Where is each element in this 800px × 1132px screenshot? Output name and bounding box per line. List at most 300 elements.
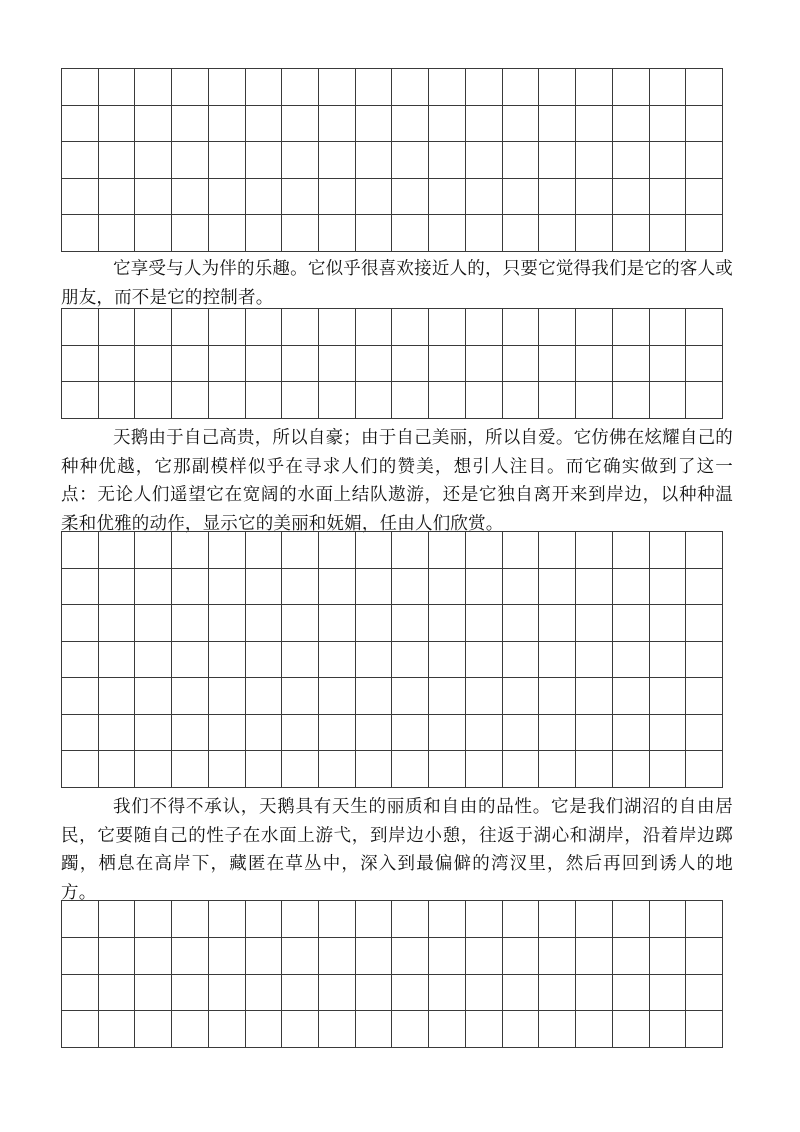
grid-cell[interactable] bbox=[650, 605, 687, 642]
grid-cell[interactable] bbox=[99, 532, 136, 569]
grid-cell[interactable] bbox=[539, 69, 576, 106]
grid-cell[interactable] bbox=[99, 678, 136, 715]
grid-cell[interactable] bbox=[282, 975, 319, 1012]
grid-cell[interactable] bbox=[392, 532, 429, 569]
grid-cell[interactable] bbox=[62, 751, 99, 788]
grid-cell[interactable] bbox=[356, 678, 393, 715]
grid-cell[interactable] bbox=[466, 1011, 503, 1048]
grid-cell[interactable] bbox=[282, 532, 319, 569]
grid-cell[interactable] bbox=[172, 532, 209, 569]
grid-cell[interactable] bbox=[503, 106, 540, 143]
grid-cell[interactable] bbox=[613, 69, 650, 106]
grid-cell[interactable] bbox=[539, 346, 576, 383]
grid-cell[interactable] bbox=[209, 179, 246, 216]
grid-cell[interactable] bbox=[282, 142, 319, 179]
grid-cell[interactable] bbox=[172, 382, 209, 419]
grid-cell[interactable] bbox=[246, 751, 283, 788]
grid-cell[interactable] bbox=[650, 569, 687, 606]
grid-cell[interactable] bbox=[466, 901, 503, 938]
grid-cell[interactable] bbox=[246, 142, 283, 179]
grid-cell[interactable] bbox=[282, 642, 319, 679]
grid-cell[interactable] bbox=[613, 215, 650, 252]
grid-cell[interactable] bbox=[466, 751, 503, 788]
grid-cell[interactable] bbox=[209, 715, 246, 752]
grid-cell[interactable] bbox=[429, 901, 466, 938]
grid-cell[interactable] bbox=[650, 69, 687, 106]
grid-cell[interactable] bbox=[99, 715, 136, 752]
grid-cell[interactable] bbox=[172, 642, 209, 679]
grid-cell[interactable] bbox=[613, 309, 650, 346]
grid-cell[interactable] bbox=[650, 1011, 687, 1048]
grid-cell[interactable] bbox=[62, 532, 99, 569]
grid-cell[interactable] bbox=[172, 346, 209, 383]
grid-cell[interactable] bbox=[246, 569, 283, 606]
grid-cell[interactable] bbox=[135, 532, 172, 569]
grid-cell[interactable] bbox=[613, 642, 650, 679]
grid-cell[interactable] bbox=[172, 901, 209, 938]
grid-cell[interactable] bbox=[539, 106, 576, 143]
grid-cell[interactable] bbox=[356, 605, 393, 642]
grid-cell[interactable] bbox=[539, 142, 576, 179]
grid-cell[interactable] bbox=[392, 715, 429, 752]
grid-cell[interactable] bbox=[172, 142, 209, 179]
grid-cell[interactable] bbox=[429, 975, 466, 1012]
grid-cell[interactable] bbox=[686, 179, 723, 216]
grid-cell[interactable] bbox=[429, 179, 466, 216]
grid-cell[interactable] bbox=[576, 106, 613, 143]
grid-cell[interactable] bbox=[613, 179, 650, 216]
writing-grid-4[interactable] bbox=[61, 900, 723, 1048]
grid-cell[interactable] bbox=[319, 605, 356, 642]
grid-cell[interactable] bbox=[135, 382, 172, 419]
grid-cell[interactable] bbox=[282, 715, 319, 752]
grid-cell[interactable] bbox=[650, 106, 687, 143]
grid-cell[interactable] bbox=[135, 751, 172, 788]
grid-cell[interactable] bbox=[172, 569, 209, 606]
grid-cell[interactable] bbox=[503, 605, 540, 642]
grid-cell[interactable] bbox=[576, 938, 613, 975]
grid-cell[interactable] bbox=[576, 751, 613, 788]
grid-cell[interactable] bbox=[209, 106, 246, 143]
grid-cell[interactable] bbox=[319, 938, 356, 975]
grid-cell[interactable] bbox=[319, 106, 356, 143]
grid-cell[interactable] bbox=[503, 142, 540, 179]
grid-cell[interactable] bbox=[209, 532, 246, 569]
grid-cell[interactable] bbox=[356, 142, 393, 179]
grid-cell[interactable] bbox=[576, 1011, 613, 1048]
grid-cell[interactable] bbox=[392, 309, 429, 346]
grid-cell[interactable] bbox=[319, 569, 356, 606]
grid-cell[interactable] bbox=[686, 938, 723, 975]
grid-cell[interactable] bbox=[539, 309, 576, 346]
grid-cell[interactable] bbox=[62, 179, 99, 216]
grid-cell[interactable] bbox=[246, 605, 283, 642]
grid-cell[interactable] bbox=[466, 215, 503, 252]
grid-cell[interactable] bbox=[429, 69, 466, 106]
grid-cell[interactable] bbox=[356, 532, 393, 569]
grid-cell[interactable] bbox=[99, 69, 136, 106]
grid-cell[interactable] bbox=[99, 605, 136, 642]
grid-cell[interactable] bbox=[539, 975, 576, 1012]
grid-cell[interactable] bbox=[62, 1011, 99, 1048]
writing-grid-3[interactable] bbox=[61, 531, 723, 788]
grid-cell[interactable] bbox=[429, 382, 466, 419]
grid-cell[interactable] bbox=[392, 642, 429, 679]
grid-cell[interactable] bbox=[392, 69, 429, 106]
grid-cell[interactable] bbox=[282, 1011, 319, 1048]
grid-cell[interactable] bbox=[392, 569, 429, 606]
grid-cell[interactable] bbox=[99, 309, 136, 346]
grid-cell[interactable] bbox=[246, 938, 283, 975]
grid-cell[interactable] bbox=[576, 69, 613, 106]
grid-cell[interactable] bbox=[686, 382, 723, 419]
grid-cell[interactable] bbox=[650, 901, 687, 938]
grid-cell[interactable] bbox=[356, 938, 393, 975]
grid-cell[interactable] bbox=[209, 142, 246, 179]
grid-cell[interactable] bbox=[503, 69, 540, 106]
grid-cell[interactable] bbox=[503, 309, 540, 346]
grid-cell[interactable] bbox=[686, 901, 723, 938]
grid-cell[interactable] bbox=[503, 938, 540, 975]
grid-cell[interactable] bbox=[172, 69, 209, 106]
grid-cell[interactable] bbox=[392, 605, 429, 642]
grid-cell[interactable] bbox=[319, 715, 356, 752]
grid-cell[interactable] bbox=[172, 975, 209, 1012]
grid-cell[interactable] bbox=[209, 678, 246, 715]
grid-cell[interactable] bbox=[539, 569, 576, 606]
grid-cell[interactable] bbox=[319, 901, 356, 938]
grid-cell[interactable] bbox=[209, 938, 246, 975]
grid-cell[interactable] bbox=[503, 569, 540, 606]
grid-cell[interactable] bbox=[613, 532, 650, 569]
grid-cell[interactable] bbox=[576, 142, 613, 179]
grid-cell[interactable] bbox=[576, 532, 613, 569]
grid-cell[interactable] bbox=[429, 1011, 466, 1048]
grid-cell[interactable] bbox=[209, 901, 246, 938]
grid-cell[interactable] bbox=[209, 569, 246, 606]
grid-cell[interactable] bbox=[686, 678, 723, 715]
grid-cell[interactable] bbox=[576, 309, 613, 346]
grid-cell[interactable] bbox=[650, 715, 687, 752]
grid-cell[interactable] bbox=[172, 309, 209, 346]
grid-cell[interactable] bbox=[466, 382, 503, 419]
grid-cell[interactable] bbox=[62, 569, 99, 606]
grid-cell[interactable] bbox=[429, 938, 466, 975]
grid-cell[interactable] bbox=[650, 642, 687, 679]
grid-cell[interactable] bbox=[246, 1011, 283, 1048]
grid-cell[interactable] bbox=[99, 642, 136, 679]
grid-cell[interactable] bbox=[135, 346, 172, 383]
grid-cell[interactable] bbox=[282, 69, 319, 106]
grid-cell[interactable] bbox=[429, 678, 466, 715]
grid-cell[interactable] bbox=[246, 532, 283, 569]
grid-cell[interactable] bbox=[172, 715, 209, 752]
grid-cell[interactable] bbox=[466, 642, 503, 679]
grid-cell[interactable] bbox=[319, 346, 356, 383]
grid-cell[interactable] bbox=[356, 1011, 393, 1048]
grid-cell[interactable] bbox=[246, 346, 283, 383]
grid-cell[interactable] bbox=[503, 901, 540, 938]
grid-cell[interactable] bbox=[392, 382, 429, 419]
grid-cell[interactable] bbox=[429, 715, 466, 752]
grid-cell[interactable] bbox=[99, 179, 136, 216]
grid-cell[interactable] bbox=[99, 901, 136, 938]
grid-cell[interactable] bbox=[576, 642, 613, 679]
grid-cell[interactable] bbox=[576, 678, 613, 715]
grid-cell[interactable] bbox=[539, 901, 576, 938]
grid-cell[interactable] bbox=[613, 605, 650, 642]
grid-cell[interactable] bbox=[466, 532, 503, 569]
grid-cell[interactable] bbox=[99, 142, 136, 179]
grid-cell[interactable] bbox=[246, 715, 283, 752]
grid-cell[interactable] bbox=[62, 142, 99, 179]
grid-cell[interactable] bbox=[135, 179, 172, 216]
grid-cell[interactable] bbox=[62, 938, 99, 975]
grid-cell[interactable] bbox=[99, 215, 136, 252]
grid-cell[interactable] bbox=[613, 751, 650, 788]
grid-cell[interactable] bbox=[686, 346, 723, 383]
grid-cell[interactable] bbox=[613, 382, 650, 419]
grid-cell[interactable] bbox=[356, 642, 393, 679]
grid-cell[interactable] bbox=[503, 382, 540, 419]
grid-cell[interactable] bbox=[392, 215, 429, 252]
grid-cell[interactable] bbox=[135, 309, 172, 346]
grid-cell[interactable] bbox=[282, 569, 319, 606]
grid-cell[interactable] bbox=[319, 382, 356, 419]
grid-cell[interactable] bbox=[539, 678, 576, 715]
grid-cell[interactable] bbox=[282, 605, 319, 642]
grid-cell[interactable] bbox=[209, 751, 246, 788]
grid-cell[interactable] bbox=[356, 309, 393, 346]
grid-cell[interactable] bbox=[429, 642, 466, 679]
grid-cell[interactable] bbox=[503, 975, 540, 1012]
grid-cell[interactable] bbox=[172, 106, 209, 143]
grid-cell[interactable] bbox=[209, 1011, 246, 1048]
grid-cell[interactable] bbox=[319, 751, 356, 788]
grid-cell[interactable] bbox=[686, 309, 723, 346]
grid-cell[interactable] bbox=[246, 975, 283, 1012]
grid-cell[interactable] bbox=[686, 642, 723, 679]
grid-cell[interactable] bbox=[466, 179, 503, 216]
grid-cell[interactable] bbox=[539, 715, 576, 752]
grid-cell[interactable] bbox=[429, 215, 466, 252]
grid-cell[interactable] bbox=[319, 142, 356, 179]
grid-cell[interactable] bbox=[62, 382, 99, 419]
grid-cell[interactable] bbox=[135, 901, 172, 938]
grid-cell[interactable] bbox=[686, 715, 723, 752]
grid-cell[interactable] bbox=[539, 751, 576, 788]
grid-cell[interactable] bbox=[209, 975, 246, 1012]
grid-cell[interactable] bbox=[429, 309, 466, 346]
grid-cell[interactable] bbox=[282, 901, 319, 938]
grid-cell[interactable] bbox=[356, 69, 393, 106]
grid-cell[interactable] bbox=[319, 215, 356, 252]
grid-cell[interactable] bbox=[62, 309, 99, 346]
grid-cell[interactable] bbox=[62, 69, 99, 106]
grid-cell[interactable] bbox=[503, 1011, 540, 1048]
grid-cell[interactable] bbox=[576, 382, 613, 419]
grid-cell[interactable] bbox=[282, 309, 319, 346]
grid-cell[interactable] bbox=[282, 346, 319, 383]
grid-cell[interactable] bbox=[209, 309, 246, 346]
grid-cell[interactable] bbox=[503, 215, 540, 252]
grid-cell[interactable] bbox=[576, 605, 613, 642]
grid-cell[interactable] bbox=[686, 1011, 723, 1048]
grid-cell[interactable] bbox=[209, 346, 246, 383]
grid-cell[interactable] bbox=[282, 106, 319, 143]
grid-cell[interactable] bbox=[686, 569, 723, 606]
grid-cell[interactable] bbox=[246, 642, 283, 679]
grid-cell[interactable] bbox=[172, 938, 209, 975]
grid-cell[interactable] bbox=[99, 1011, 136, 1048]
grid-cell[interactable] bbox=[246, 309, 283, 346]
grid-cell[interactable] bbox=[503, 179, 540, 216]
grid-cell[interactable] bbox=[686, 975, 723, 1012]
grid-cell[interactable] bbox=[466, 69, 503, 106]
grid-cell[interactable] bbox=[650, 678, 687, 715]
grid-cell[interactable] bbox=[539, 938, 576, 975]
grid-cell[interactable] bbox=[209, 642, 246, 679]
grid-cell[interactable] bbox=[319, 309, 356, 346]
grid-cell[interactable] bbox=[466, 309, 503, 346]
grid-cell[interactable] bbox=[650, 346, 687, 383]
grid-cell[interactable] bbox=[613, 106, 650, 143]
grid-cell[interactable] bbox=[650, 751, 687, 788]
writing-grid-2[interactable] bbox=[61, 308, 723, 419]
grid-cell[interactable] bbox=[282, 938, 319, 975]
grid-cell[interactable] bbox=[650, 532, 687, 569]
grid-cell[interactable] bbox=[539, 179, 576, 216]
grid-cell[interactable] bbox=[99, 938, 136, 975]
grid-cell[interactable] bbox=[686, 215, 723, 252]
grid-cell[interactable] bbox=[539, 642, 576, 679]
grid-cell[interactable] bbox=[466, 938, 503, 975]
grid-cell[interactable] bbox=[429, 532, 466, 569]
grid-cell[interactable] bbox=[319, 179, 356, 216]
writing-grid-1[interactable] bbox=[61, 68, 723, 252]
grid-cell[interactable] bbox=[392, 179, 429, 216]
grid-cell[interactable] bbox=[613, 569, 650, 606]
grid-cell[interactable] bbox=[392, 346, 429, 383]
grid-cell[interactable] bbox=[135, 605, 172, 642]
grid-cell[interactable] bbox=[686, 106, 723, 143]
grid-cell[interactable] bbox=[99, 382, 136, 419]
grid-cell[interactable] bbox=[650, 179, 687, 216]
grid-cell[interactable] bbox=[62, 605, 99, 642]
grid-cell[interactable] bbox=[319, 69, 356, 106]
grid-cell[interactable] bbox=[62, 642, 99, 679]
grid-cell[interactable] bbox=[576, 715, 613, 752]
grid-cell[interactable] bbox=[172, 1011, 209, 1048]
grid-cell[interactable] bbox=[392, 678, 429, 715]
grid-cell[interactable] bbox=[246, 215, 283, 252]
grid-cell[interactable] bbox=[613, 346, 650, 383]
grid-cell[interactable] bbox=[539, 532, 576, 569]
grid-cell[interactable] bbox=[172, 751, 209, 788]
grid-cell[interactable] bbox=[650, 975, 687, 1012]
grid-cell[interactable] bbox=[429, 106, 466, 143]
grid-cell[interactable] bbox=[686, 751, 723, 788]
grid-cell[interactable] bbox=[392, 751, 429, 788]
grid-cell[interactable] bbox=[356, 215, 393, 252]
grid-cell[interactable] bbox=[392, 901, 429, 938]
grid-cell[interactable] bbox=[392, 142, 429, 179]
grid-cell[interactable] bbox=[650, 142, 687, 179]
grid-cell[interactable] bbox=[613, 938, 650, 975]
grid-cell[interactable] bbox=[319, 1011, 356, 1048]
grid-cell[interactable] bbox=[503, 346, 540, 383]
grid-cell[interactable] bbox=[429, 569, 466, 606]
grid-cell[interactable] bbox=[429, 346, 466, 383]
grid-cell[interactable] bbox=[246, 69, 283, 106]
grid-cell[interactable] bbox=[466, 678, 503, 715]
grid-cell[interactable] bbox=[356, 346, 393, 383]
grid-cell[interactable] bbox=[246, 179, 283, 216]
grid-cell[interactable] bbox=[319, 975, 356, 1012]
grid-cell[interactable] bbox=[135, 715, 172, 752]
grid-cell[interactable] bbox=[135, 642, 172, 679]
grid-cell[interactable] bbox=[62, 715, 99, 752]
grid-cell[interactable] bbox=[246, 382, 283, 419]
grid-cell[interactable] bbox=[135, 142, 172, 179]
grid-cell[interactable] bbox=[135, 1011, 172, 1048]
grid-cell[interactable] bbox=[99, 975, 136, 1012]
grid-cell[interactable] bbox=[503, 642, 540, 679]
grid-cell[interactable] bbox=[576, 975, 613, 1012]
grid-cell[interactable] bbox=[172, 605, 209, 642]
grid-cell[interactable] bbox=[282, 751, 319, 788]
grid-cell[interactable] bbox=[613, 975, 650, 1012]
grid-cell[interactable] bbox=[466, 569, 503, 606]
grid-cell[interactable] bbox=[172, 678, 209, 715]
grid-cell[interactable] bbox=[356, 106, 393, 143]
grid-cell[interactable] bbox=[135, 569, 172, 606]
grid-cell[interactable] bbox=[209, 69, 246, 106]
grid-cell[interactable] bbox=[686, 142, 723, 179]
grid-cell[interactable] bbox=[650, 215, 687, 252]
grid-cell[interactable] bbox=[282, 382, 319, 419]
grid-cell[interactable] bbox=[503, 715, 540, 752]
grid-cell[interactable] bbox=[429, 142, 466, 179]
grid-cell[interactable] bbox=[392, 1011, 429, 1048]
grid-cell[interactable] bbox=[356, 975, 393, 1012]
grid-cell[interactable] bbox=[503, 678, 540, 715]
grid-cell[interactable] bbox=[62, 975, 99, 1012]
grid-cell[interactable] bbox=[392, 106, 429, 143]
grid-cell[interactable] bbox=[650, 382, 687, 419]
grid-cell[interactable] bbox=[319, 532, 356, 569]
grid-cell[interactable] bbox=[613, 715, 650, 752]
grid-cell[interactable] bbox=[466, 975, 503, 1012]
grid-cell[interactable] bbox=[62, 678, 99, 715]
grid-cell[interactable] bbox=[356, 382, 393, 419]
grid-cell[interactable] bbox=[576, 215, 613, 252]
grid-cell[interactable] bbox=[135, 215, 172, 252]
grid-cell[interactable] bbox=[282, 678, 319, 715]
grid-cell[interactable] bbox=[319, 678, 356, 715]
grid-cell[interactable] bbox=[356, 179, 393, 216]
grid-cell[interactable] bbox=[246, 901, 283, 938]
grid-cell[interactable] bbox=[99, 106, 136, 143]
grid-cell[interactable] bbox=[392, 975, 429, 1012]
grid-cell[interactable] bbox=[135, 106, 172, 143]
grid-cell[interactable] bbox=[613, 678, 650, 715]
grid-cell[interactable] bbox=[135, 69, 172, 106]
grid-cell[interactable] bbox=[503, 532, 540, 569]
grid-cell[interactable] bbox=[539, 215, 576, 252]
grid-cell[interactable] bbox=[576, 179, 613, 216]
grid-cell[interactable] bbox=[99, 751, 136, 788]
